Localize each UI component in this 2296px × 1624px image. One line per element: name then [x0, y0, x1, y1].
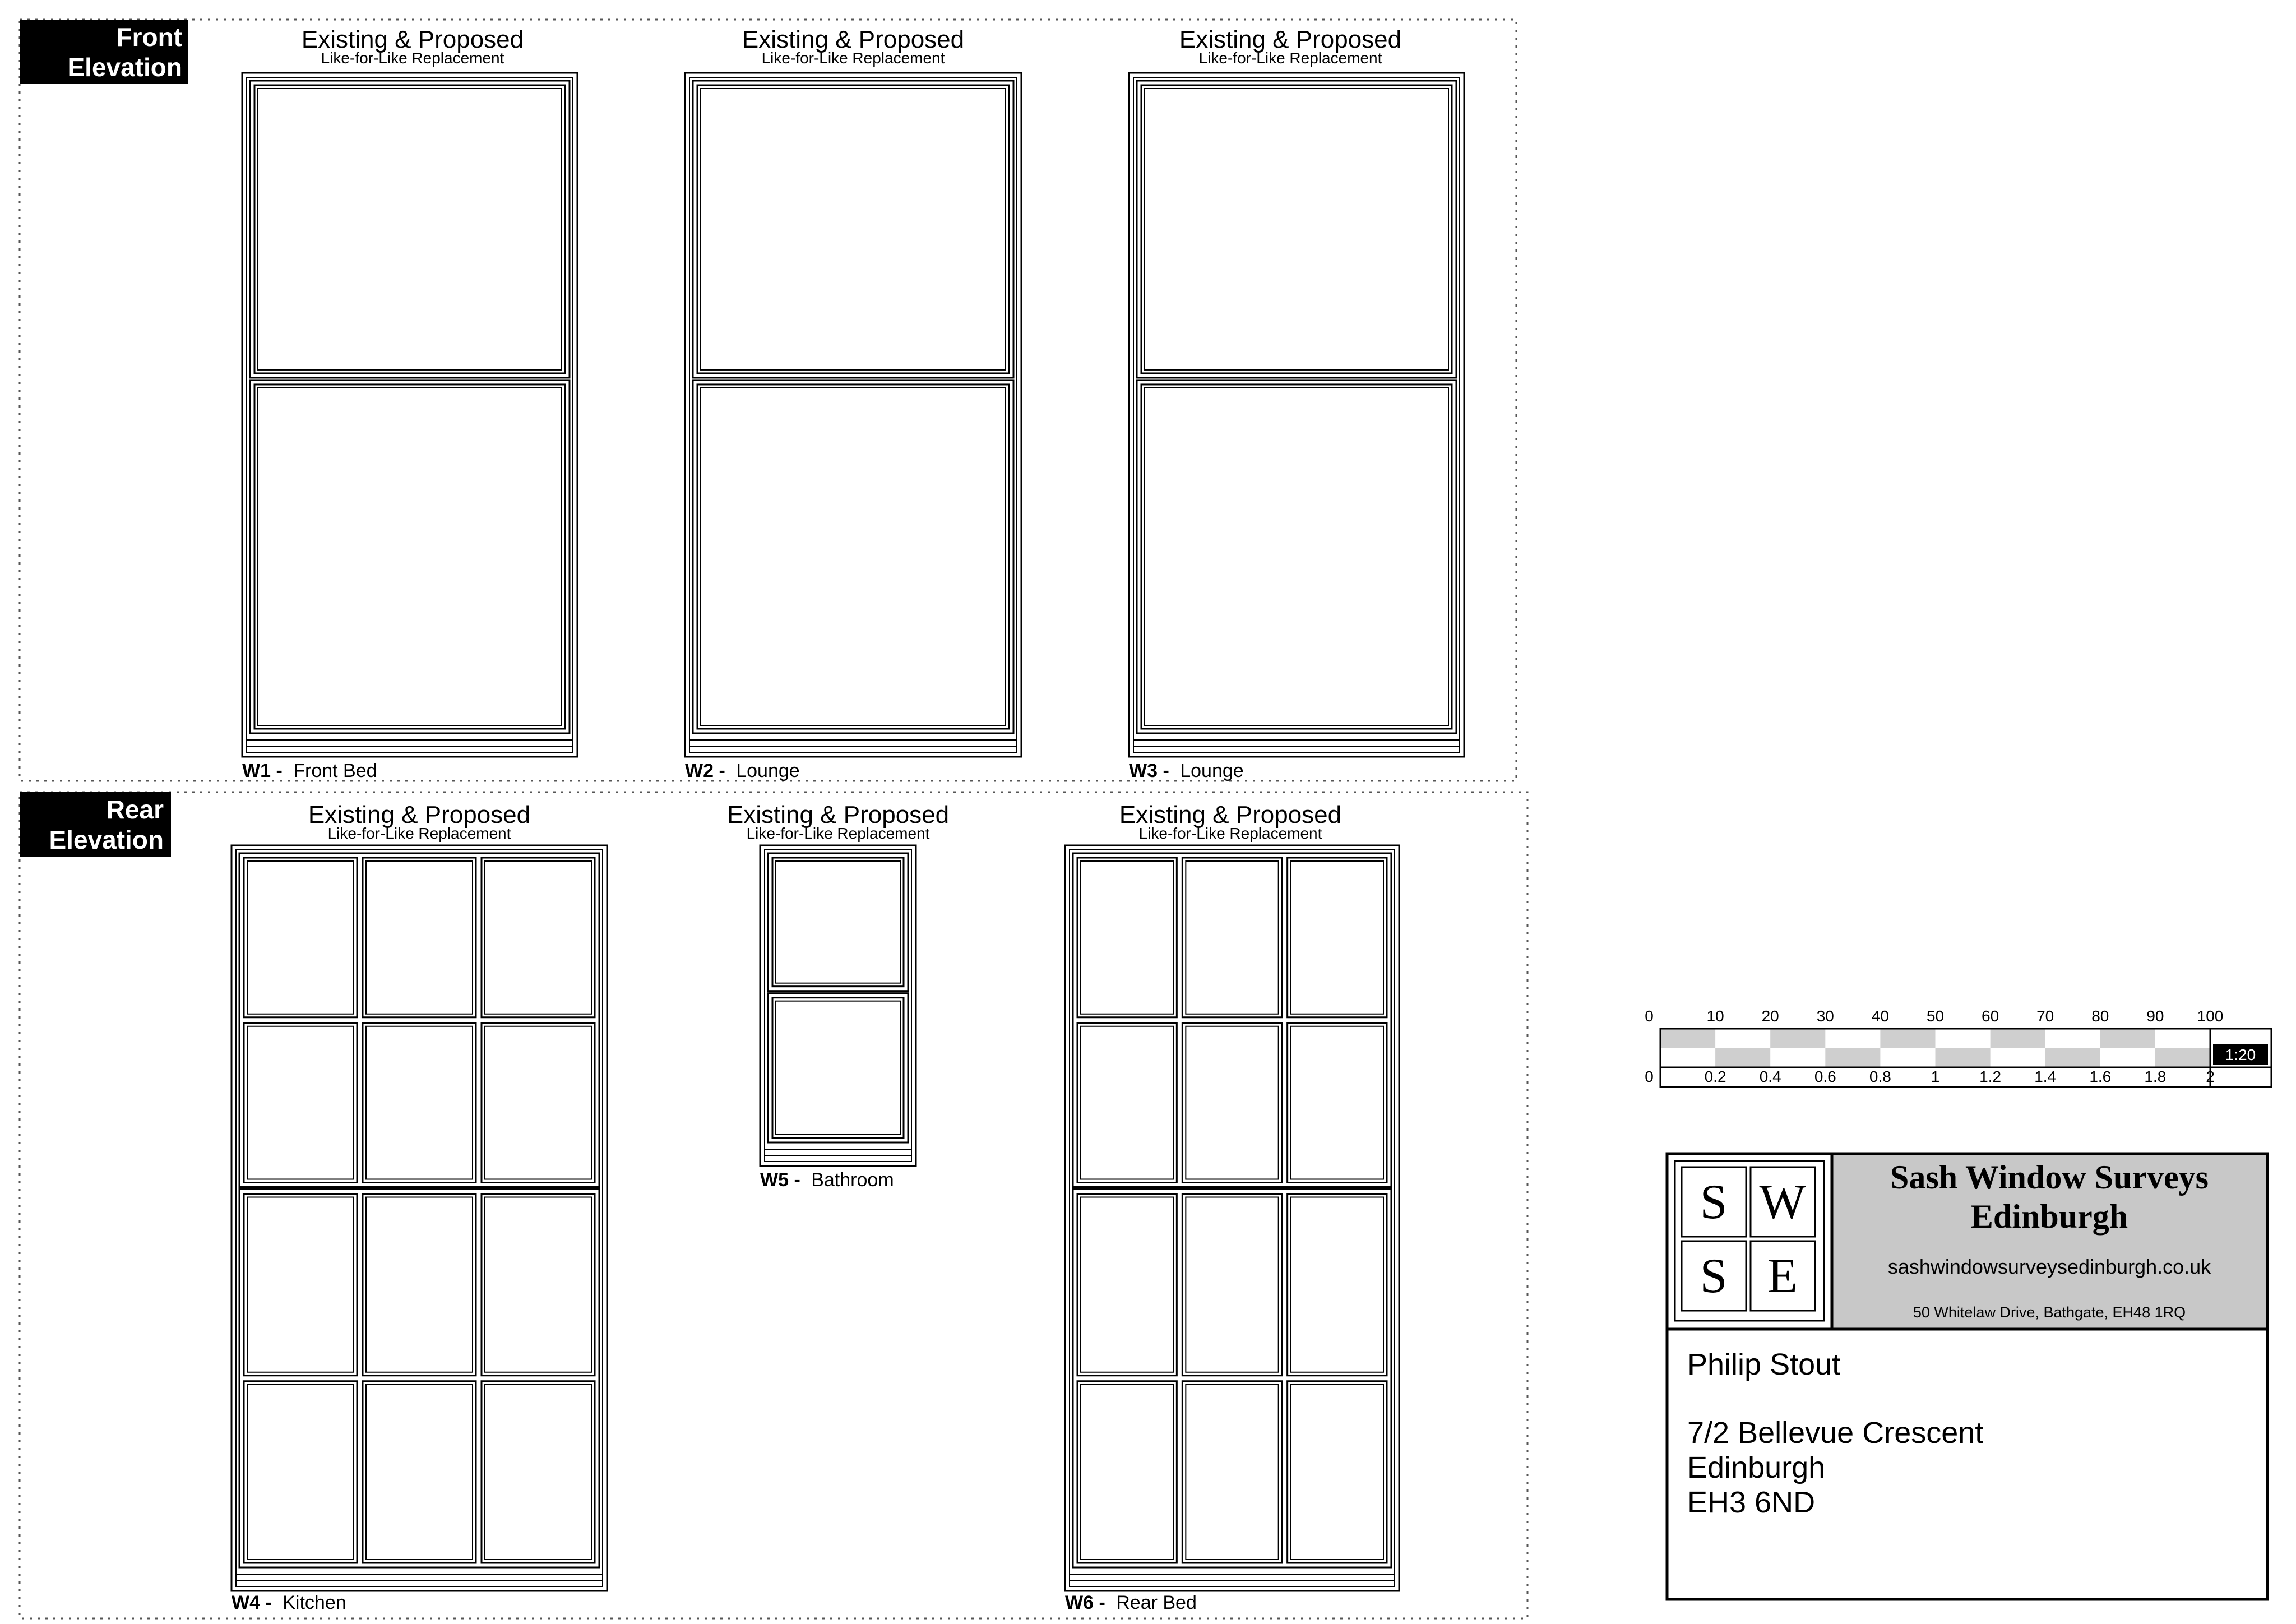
scale-top-label: 20 [1761, 1007, 1779, 1025]
W4-upper-pane-bead [247, 1026, 354, 1179]
window-W4-subtitle: Like-for-Like Replacement [327, 825, 511, 842]
scale-bar-segment [1770, 1029, 1825, 1048]
W4-lower-pane [244, 1194, 357, 1376]
scale-top-label: 0 [1645, 1007, 1654, 1025]
W2-lower-pane [697, 385, 1009, 729]
window-W1-drawing [242, 73, 577, 757]
rear-section-label-line-1: Rear [106, 795, 164, 824]
window-W5-drawing [760, 845, 916, 1166]
W1-upper-pane [254, 85, 565, 373]
scale-bottom-label: 0.6 [1814, 1068, 1836, 1085]
W4-outer-frame [232, 845, 607, 1591]
W3-upper-pane [1141, 85, 1452, 373]
scale-top-label: 50 [1926, 1007, 1945, 1025]
W4-lower-pane-bead [366, 1197, 473, 1372]
W4-lower-pane-bead [247, 1197, 354, 1372]
scale-bar-segment [1660, 1029, 1715, 1048]
W4-inner-frame [236, 850, 603, 1586]
window-W4-room: Kitchen [283, 1592, 346, 1613]
W5-lower-pane-bead [776, 1001, 900, 1135]
window-W4-code: W4 - [232, 1592, 272, 1613]
scale-top-label: 30 [1816, 1007, 1834, 1025]
scale-bar-segment [1991, 1029, 2045, 1048]
W2-outer-frame [685, 73, 1021, 757]
window-W5-caption [760, 1169, 894, 1191]
W4-upper-sash [239, 853, 599, 1187]
scale-bar-segment [1880, 1029, 1935, 1048]
scale-top-label: 100 [2197, 1007, 2224, 1025]
window-W6-room: Rear Bed [1116, 1592, 1197, 1613]
site-address-line-2: Edinburgh [1687, 1451, 1826, 1484]
window-W5-code: W5 - [760, 1169, 800, 1191]
W6-lower-pane [1288, 1381, 1387, 1563]
W2-upper-pane-bead [701, 89, 1006, 370]
window-W3-code: W3 - [1129, 760, 1169, 781]
window-W3-subtitle: Like-for-Like Replacement [1198, 49, 1382, 67]
W6-upper-pane [1182, 858, 1281, 1017]
W6-lower-pane-bead [1291, 1385, 1383, 1560]
window-W2-caption [685, 760, 800, 781]
front-elevation-section [20, 20, 1516, 781]
W5-upper-pane-bead [776, 861, 900, 983]
W5-lower-pane [772, 998, 904, 1138]
W6-upper-pane [1077, 1023, 1177, 1183]
window-W1-code: W1 - [242, 760, 283, 781]
scale-bar-shading [1660, 1029, 2210, 1067]
W4-upper-pane-bead [247, 861, 354, 1014]
front-section-label-line-1: Front [116, 22, 182, 52]
W4-lower-pane-bead [485, 1197, 591, 1372]
scale-bottom-label: 1.4 [2034, 1068, 2057, 1085]
window-W2-drawing [685, 73, 1021, 757]
W3-outer-frame [1129, 73, 1464, 757]
scale-bottom-label: 0 [1645, 1068, 1654, 1085]
W6-lower-pane [1182, 1194, 1281, 1376]
W6-upper-sash [1073, 853, 1391, 1187]
W6-upper-pane [1288, 1023, 1387, 1183]
W3-upper-sash [1137, 81, 1456, 378]
window-W2-code: W2 - [685, 760, 725, 781]
W4-lower-pane [363, 1194, 476, 1376]
scale-bottom-label: 0.8 [1869, 1068, 1891, 1085]
window-W6 [1065, 801, 1399, 1613]
scale-bottom-label: 2 [2206, 1068, 2215, 1085]
company-name-line-2: Edinburgh [1970, 1198, 2128, 1235]
window-W1-room: Front Bed [293, 760, 377, 781]
W5-lower-sash [768, 993, 908, 1142]
W6-lower-pane [1288, 1194, 1387, 1376]
W4-lower-pane-bead [366, 1385, 473, 1560]
scale-bottom-label: 0.4 [1759, 1068, 1781, 1085]
scale-bottom-label: 1.2 [1979, 1068, 2002, 1085]
scale-bar-segment [2100, 1029, 2155, 1048]
W6-upper-pane [1288, 858, 1387, 1017]
W6-upper-pane-bead [1186, 861, 1278, 1014]
window-W6-drawing [1065, 845, 1399, 1591]
W6-upper-pane-bead [1081, 1026, 1173, 1179]
window-W5-title: Existing & Proposed [726, 801, 950, 829]
scale-bar-segment [2155, 1048, 2210, 1067]
W6-lower-pane-bead [1081, 1385, 1173, 1560]
W1-outer-frame [242, 73, 577, 757]
W6-lower-pane [1077, 1381, 1177, 1563]
scale-bar-segment [1936, 1048, 1991, 1067]
W6-lower-pane-bead [1186, 1197, 1278, 1372]
W6-upper-pane-bead [1291, 1026, 1383, 1179]
window-W4 [232, 801, 607, 1613]
window-W6-subtitle: Like-for-Like Replacement [1138, 825, 1322, 842]
window-W2-title: Existing & Proposed [742, 26, 965, 53]
window-W2 [685, 26, 1021, 781]
scale-top-label: 70 [2036, 1007, 2054, 1025]
scale-bottom-label: 1.8 [2144, 1068, 2167, 1085]
W5-upper-sash [768, 853, 908, 991]
scale-top-label: 40 [1871, 1007, 1889, 1025]
scale-bar-segment [2045, 1048, 2100, 1067]
window-W4-title: Existing & Proposed [308, 801, 531, 829]
W4-upper-pane [482, 858, 595, 1017]
W4-upper-pane [363, 858, 476, 1017]
title-block [1667, 1154, 2267, 1599]
site-address-line-3: EH3 6ND [1687, 1486, 1816, 1519]
front-section-boundary [20, 20, 1516, 781]
W6-lower-pane-bead [1186, 1385, 1278, 1560]
logo-letter-4: E [1767, 1249, 1798, 1303]
window-W1-title: Existing & Proposed [301, 26, 524, 53]
scale-bar-segment [1715, 1048, 1770, 1067]
W2-upper-pane [697, 85, 1009, 373]
W4-lower-pane-bead [485, 1385, 591, 1560]
W4-lower-pane [363, 1381, 476, 1563]
window-W2-subtitle: Like-for-Like Replacement [761, 49, 945, 67]
W4-lower-sash [239, 1190, 599, 1567]
W1-lower-pane-bead [258, 388, 562, 725]
rear-section-label-line-2: Elevation [49, 825, 164, 854]
W6-upper-pane-bead [1291, 861, 1383, 1014]
window-W2-room: Lounge [736, 760, 800, 781]
W4-upper-pane [244, 858, 357, 1017]
W5-outer-frame [760, 845, 916, 1166]
W4-lower-pane-bead [247, 1385, 354, 1560]
scale-bottom-label: 0.2 [1704, 1068, 1726, 1085]
W4-lower-pane [244, 1381, 357, 1563]
window-W1-caption [242, 760, 377, 781]
window-W1 [242, 26, 577, 781]
company-website: sashwindowsurveysedinburgh.co.uk [1887, 1255, 2211, 1278]
W6-lower-pane [1182, 1381, 1281, 1563]
W3-lower-sash [1137, 380, 1456, 733]
W6-outer-frame [1065, 845, 1399, 1591]
window-W4-caption [232, 1592, 346, 1613]
W6-upper-pane-bead [1081, 861, 1173, 1014]
window-W1-subtitle: Like-for-Like Replacement [321, 49, 504, 67]
window-W3-caption [1129, 760, 1244, 781]
logo-letter-1: S [1700, 1175, 1728, 1229]
company-address: 50 Whitelaw Drive, Bathgate, EH48 1RQ [1913, 1304, 2186, 1321]
W6-lower-sash [1073, 1190, 1391, 1567]
W2-lower-sash [693, 380, 1013, 733]
W2-inner-frame [689, 77, 1017, 752]
W2-lower-pane-bead [701, 388, 1006, 725]
W6-upper-pane [1182, 1023, 1281, 1183]
W6-lower-pane-bead [1081, 1197, 1173, 1372]
swse-logo [1675, 1161, 1824, 1321]
window-W3-title: Existing & Proposed [1179, 26, 1402, 53]
W3-upper-pane-bead [1145, 89, 1448, 370]
window-W5 [727, 801, 949, 1191]
W3-lower-pane [1141, 385, 1452, 729]
W4-upper-pane [244, 1023, 357, 1183]
window-W3-drawing [1129, 73, 1464, 757]
W6-inner-frame [1070, 850, 1395, 1586]
W6-lower-pane-bead [1291, 1197, 1383, 1372]
scale-top-labels [1645, 1007, 2223, 1025]
scale-bar [1645, 1007, 2271, 1087]
W4-upper-pane-bead [485, 1026, 591, 1179]
W3-lower-pane-bead [1145, 388, 1448, 725]
W5-upper-pane [772, 858, 904, 987]
client-name: Philip Stout [1687, 1348, 1841, 1381]
W6-upper-pane [1077, 858, 1177, 1017]
W1-upper-pane-bead [258, 89, 562, 370]
scale-bottom-label: 1 [1931, 1068, 1940, 1085]
scale-top-label: 10 [1706, 1007, 1724, 1025]
W5-inner-frame [765, 850, 911, 1162]
W4-upper-pane [482, 1023, 595, 1183]
window-W6-code: W6 - [1065, 1592, 1105, 1613]
scale-bottom-labels [1645, 1068, 2215, 1085]
front-section-label-line-2: Elevation [67, 53, 182, 82]
rear-section-boundary [20, 792, 1527, 1618]
W6-upper-pane-bead [1186, 1026, 1278, 1179]
W4-lower-pane [482, 1194, 595, 1376]
window-W6-caption [1065, 1592, 1197, 1613]
window-W5-subtitle: Like-for-Like Replacement [746, 825, 930, 842]
logo-letter-2: W [1759, 1175, 1806, 1229]
scale-top-label: 90 [2146, 1007, 2164, 1025]
window-W3-room: Lounge [1180, 760, 1244, 781]
W4-upper-pane-bead [366, 1026, 473, 1179]
window-W6-title: Existing & Proposed [1119, 801, 1342, 829]
W4-upper-pane-bead [366, 861, 473, 1014]
W2-upper-sash [693, 81, 1013, 378]
W6-lower-pane [1077, 1194, 1177, 1376]
scale-top-label: 80 [2091, 1007, 2109, 1025]
logo-letter-3: S [1700, 1249, 1728, 1303]
rear-elevation-section [20, 792, 1527, 1618]
W3-inner-frame [1133, 77, 1460, 752]
W1-lower-pane [254, 385, 565, 729]
scale-ratio-label: 1:20 [2225, 1046, 2256, 1063]
window-W5-room: Bathroom [811, 1169, 894, 1191]
W4-upper-pane-bead [485, 861, 591, 1014]
scale-bottom-label: 1.6 [2089, 1068, 2112, 1085]
company-name-line-1: Sash Window Surveys [1890, 1159, 2209, 1196]
W4-upper-pane [363, 1023, 476, 1183]
scale-bar-segment [1825, 1048, 1880, 1067]
W4-lower-pane [482, 1381, 595, 1563]
window-W4-drawing [232, 845, 607, 1591]
W1-inner-frame [247, 77, 573, 752]
site-address-line-1: 7/2 Bellevue Crescent [1687, 1416, 1984, 1450]
W1-lower-sash [250, 380, 570, 733]
window-W3 [1129, 26, 1464, 781]
scale-top-label: 60 [1982, 1007, 1999, 1025]
W1-upper-sash [250, 81, 570, 378]
